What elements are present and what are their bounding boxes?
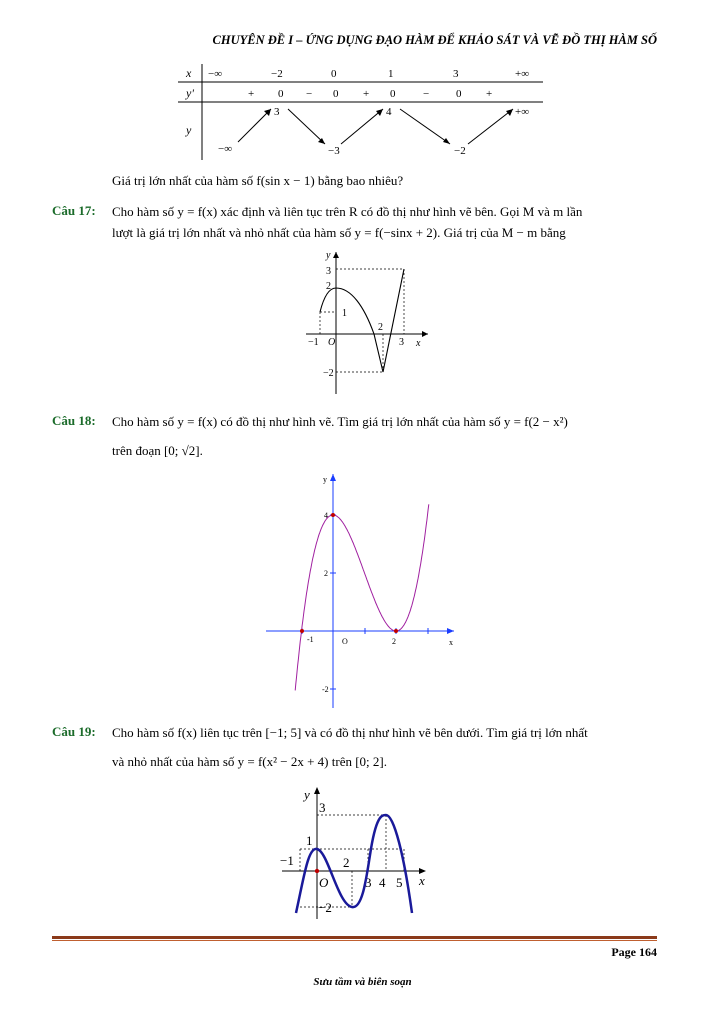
table-sign: 0 — [278, 88, 284, 100]
q18-text-line1: Cho hàm số y = f(x) có đồ thị như hình vẽ. Tìm giá trị lớn nhất của hàm số y = f(2 − x²) — [112, 414, 568, 429]
q18-graph — [262, 470, 462, 710]
q17-y-label: y — [326, 250, 331, 261]
footer-divider — [52, 936, 657, 939]
q18-point — [300, 629, 304, 633]
table-sign: + — [248, 88, 255, 100]
table-y-value: 4 — [386, 106, 392, 118]
q19-tick-x: 5 — [396, 875, 403, 890]
table-y-value: −2 — [454, 145, 466, 157]
table-x-value: +∞ — [515, 68, 530, 80]
q18-tick-y: 2 — [324, 569, 328, 578]
q18-point — [331, 513, 335, 517]
q19-tick-x: −1 — [280, 853, 294, 868]
page-header-title: CHUYÊN ĐỀ I – ỨNG DỤNG ĐẠO HÀM ĐỂ KHẢO SÁT VÀ VẼ ĐỒ THỊ HÀM SỐ — [212, 33, 657, 47]
q19-text-line1: Cho hàm số f(x) liên tục trên [−1; 5] và có đồ thị như hình vẽ bên dưới. Tìm giá trị lớn nhất — [112, 725, 588, 740]
q19-tick-y: −2 — [318, 900, 332, 915]
q18-curve — [295, 504, 429, 690]
table-row-x-label: x — [186, 66, 192, 80]
q19-tick-x: 3 — [365, 875, 372, 890]
q19-tick-y: 3 — [319, 800, 326, 815]
footer-divider-thin — [52, 940, 657, 941]
q17-curve — [320, 269, 404, 372]
q17-graph — [296, 246, 436, 396]
table-x-value: −∞ — [208, 68, 223, 80]
table-sign: + — [486, 88, 493, 100]
table-y-value: −3 — [328, 145, 340, 157]
q17-tick-x: −1 — [308, 337, 319, 348]
q18-origin: O — [342, 637, 348, 646]
table-y-value: +∞ — [515, 106, 530, 118]
q19-origin: O — [319, 875, 329, 890]
q19-tick-x: 2 — [343, 855, 350, 870]
table-x-value: 1 — [388, 68, 394, 80]
q18-tick-y: 4 — [324, 511, 328, 520]
q17-tick-y: −2 — [323, 368, 334, 379]
q19-text-line2: và nhỏ nhất của hàm số y = f(x² − 2x + 4) trên [0; 2]. — [112, 754, 387, 769]
q18-y-label: y — [323, 475, 327, 484]
q17-tick-y: 3 — [326, 266, 331, 277]
table-sign: − — [423, 88, 430, 100]
q17-x-label: x — [416, 338, 421, 349]
q18-tick-y: -2 — [322, 685, 329, 694]
q17-text-line2: lượt là giá trị lớn nhất và nhỏ nhất của hàm số y = f(−sinx + 2). Giá trị của M − m bằng — [112, 225, 566, 240]
q17-text-line1: Cho hàm số y = f(x) xác định và liên tục trên R có đồ thị như hình vẽ bên. Gọi M và m lần — [112, 204, 583, 219]
table-y-value: −∞ — [218, 143, 233, 155]
table-x-value: 3 — [453, 68, 459, 80]
table-sign: 0 — [456, 88, 462, 100]
table-x-value: −2 — [271, 68, 283, 80]
table-sign: 0 — [390, 88, 396, 100]
q17-tick-y: 1 — [342, 308, 347, 319]
q17-label: Câu 17: — [52, 203, 96, 218]
q19-point — [315, 869, 319, 873]
table-sign: + — [363, 88, 370, 100]
q17-tick-y: 2 — [326, 281, 331, 292]
variation-table — [178, 62, 548, 162]
page-number: Page 164 — [611, 945, 657, 959]
table-row-y-label: y — [186, 123, 192, 137]
q18-x-label: x — [449, 638, 453, 647]
table-sign: 0 — [333, 88, 339, 100]
q19-tick-y: 1 — [306, 833, 313, 848]
q19-label: Câu 19: — [52, 724, 96, 739]
table-row-yp-label: y' — [186, 86, 194, 100]
table-x-value: 0 — [331, 68, 337, 80]
q19-x-label: x — [419, 873, 425, 888]
q19-y-label: y — [304, 787, 310, 802]
q18-tick-x: -1 — [307, 635, 314, 644]
q18-text-line2: trên đoạn [0; √2]. — [112, 443, 203, 458]
table-y-value: 3 — [274, 106, 280, 118]
q18-point — [394, 629, 398, 633]
q17-tick-x: 3 — [399, 337, 404, 348]
table-sign: − — [306, 88, 313, 100]
q19-tick-x: 4 — [379, 875, 386, 890]
q19-curve — [296, 815, 412, 913]
q17-tick-x: 2 — [378, 322, 383, 333]
q18-tick-x: 2 — [392, 637, 396, 646]
q16-text: Giá trị lớn nhất của hàm số f(sin x − 1) bằng bao nhiêu? — [112, 173, 404, 188]
footer-source: Sưu tầm và biên soạn — [313, 976, 412, 988]
q17-origin: O — [328, 337, 336, 348]
q19-graph — [276, 785, 436, 921]
q18-label: Câu 18: — [52, 413, 96, 428]
